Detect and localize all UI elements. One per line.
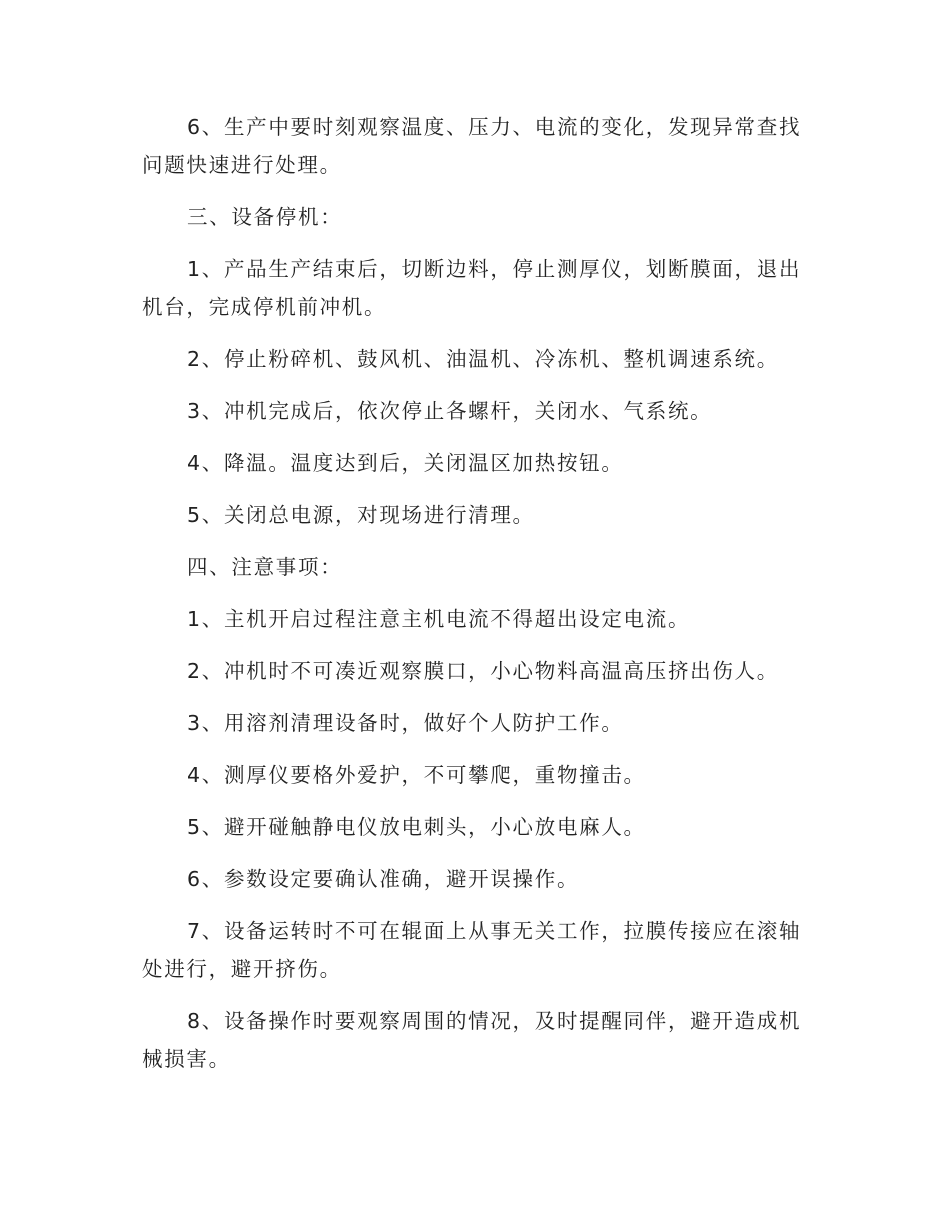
paragraph-precaution-8: 8、设备操作时要观察周围的情况，及时提醒同伴，避开造成机械损害。 (142, 1009, 802, 1071)
paragraph-precaution-5: 5、避开碰触静电仪放电刺头，小心放电麻人。 (187, 815, 646, 839)
paragraph-shutdown-2: 2、停止粉碎机、鼓风机、油温机、冷冻机、整机调速系统。 (187, 347, 779, 371)
paragraph-precaution-7: 7、设备运转时不可在辊面上从事无关工作，拉膜传接应在滚轴处进行，避开挤伤。 (142, 919, 802, 981)
paragraph-precaution-1: 1、主机开启过程注意主机电流不得超出设定电流。 (187, 607, 691, 631)
paragraph-precaution-4: 4、测厚仪要格外爱护，不可攀爬，重物撞击。 (187, 763, 646, 787)
paragraph-shutdown-4: 4、降温。温度达到后，关闭温区加热按钮。 (187, 451, 624, 475)
paragraph-item-6-monitoring: 6、生产中要时刻观察温度、压力、电流的变化，发现异常查找问题快速进行处理。 (142, 115, 802, 177)
paragraph-shutdown-5: 5、关闭总电源，对现场进行清理。 (187, 503, 535, 527)
document-body (142, 108, 812, 1092)
paragraph-shutdown-3: 3、冲机完成后，依次停止各螺杆，关闭水、气系统。 (187, 399, 713, 423)
section-heading-shutdown: 三、设备停机： (187, 205, 343, 229)
section-heading-precautions: 四、注意事项： (187, 555, 343, 579)
paragraph-precaution-6: 6、参数设定要确认准确，避开误操作。 (187, 867, 580, 891)
paragraph-shutdown-1: 1、产品生产结束后，切断边料，停止测厚仪，划断膜面，退出机台，完成停机前冲机。 (142, 257, 802, 319)
paragraph-precaution-2: 2、冲机时不可凑近观察膜口，小心物料高温高压挤出伤人。 (187, 659, 779, 683)
paragraph-precaution-3: 3、用溶剂清理设备时，做好个人防护工作。 (187, 711, 624, 735)
